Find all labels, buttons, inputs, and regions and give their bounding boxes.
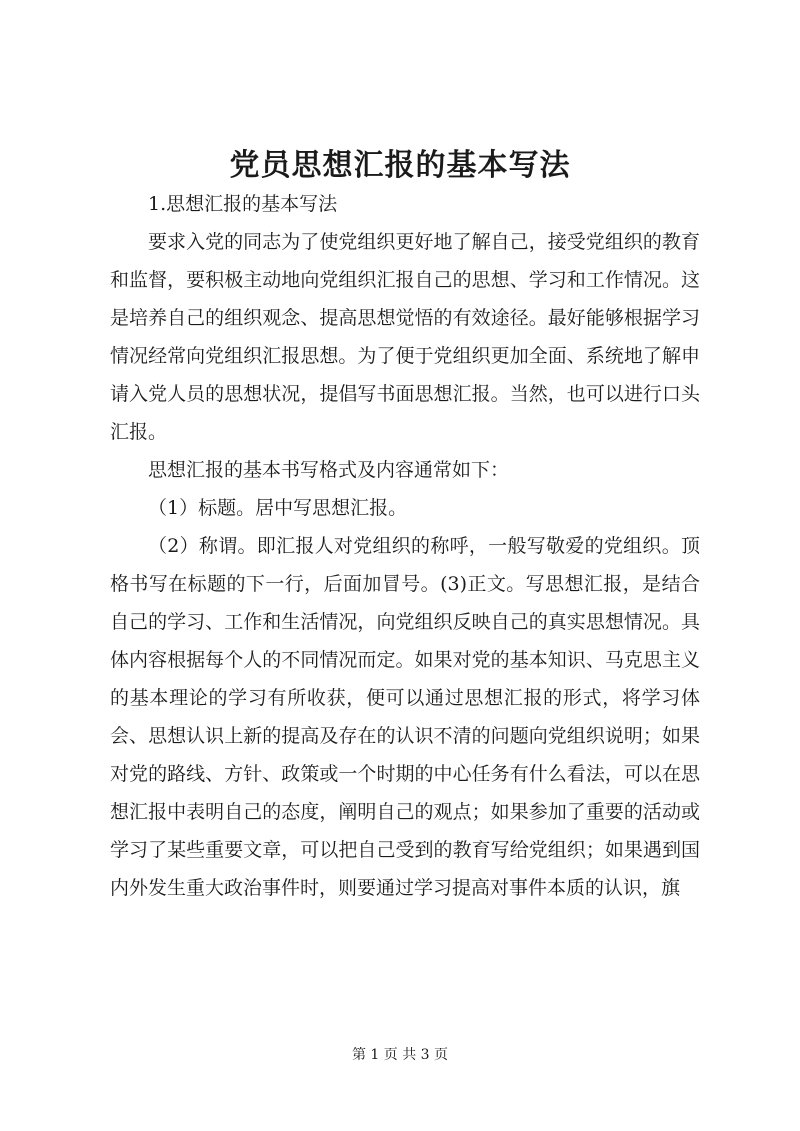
document-body [110,185,700,907]
section-heading: 1.思想汇报的基本写法 [148,193,338,215]
paragraph: 要求入党的同志为了使党组织更好地了解自己，接受党组织的教育和监督，要积极主动地向党组织汇报自己的思想、学习和工作情况。这是培养自己的组织观念、提高思想觉悟的有效途径。最好能够根据学习情况经常向党组织汇报思想。为了便于党组织更加全面、系统地了解申请入党人员的思想状况，提倡写书面思想汇报。当然，也可以进行口头汇报。 [110,231,700,443]
paragraph: （2）称谓。即汇报人对党组织的称呼，一般写敬爱的党组织。顶格书写在标题的下一行，后面加冒号。(3)正文。写思想汇报，是结合自己的学习、工作和生活情况，向党组织反映自己的真实思想情况。具体内容根据每个人的不同情况而定。如果对党的基本知识、马克思主义的基本理论的学习有所收获，便可以通过思想汇报的形式，将学习体会、思想认识上新的提高及存在的认识不清的问题向党组织说明；如果对党的路线、方针、政策或一个时期的中心任务有什么看法，可以在思想汇报中表明自己的态度，阐明自己的观点；如果参加了重要的活动或学习了某些重要文章，可以把自己受到的教育写给党组织；如果遇到国内外发生重大政治事件时，则要通过学习提高对事件本质的认识，旗 [110,535,700,899]
paragraph: 思想汇报的基本书写格式及内容通常如下： [148,459,510,481]
page-footer: 第 1 页 共 3 页 [351,1047,449,1063]
paragraph: （1）标题。居中写思想汇报。 [148,497,408,519]
document-title: 党员思想汇报的基本写法 [229,148,571,183]
